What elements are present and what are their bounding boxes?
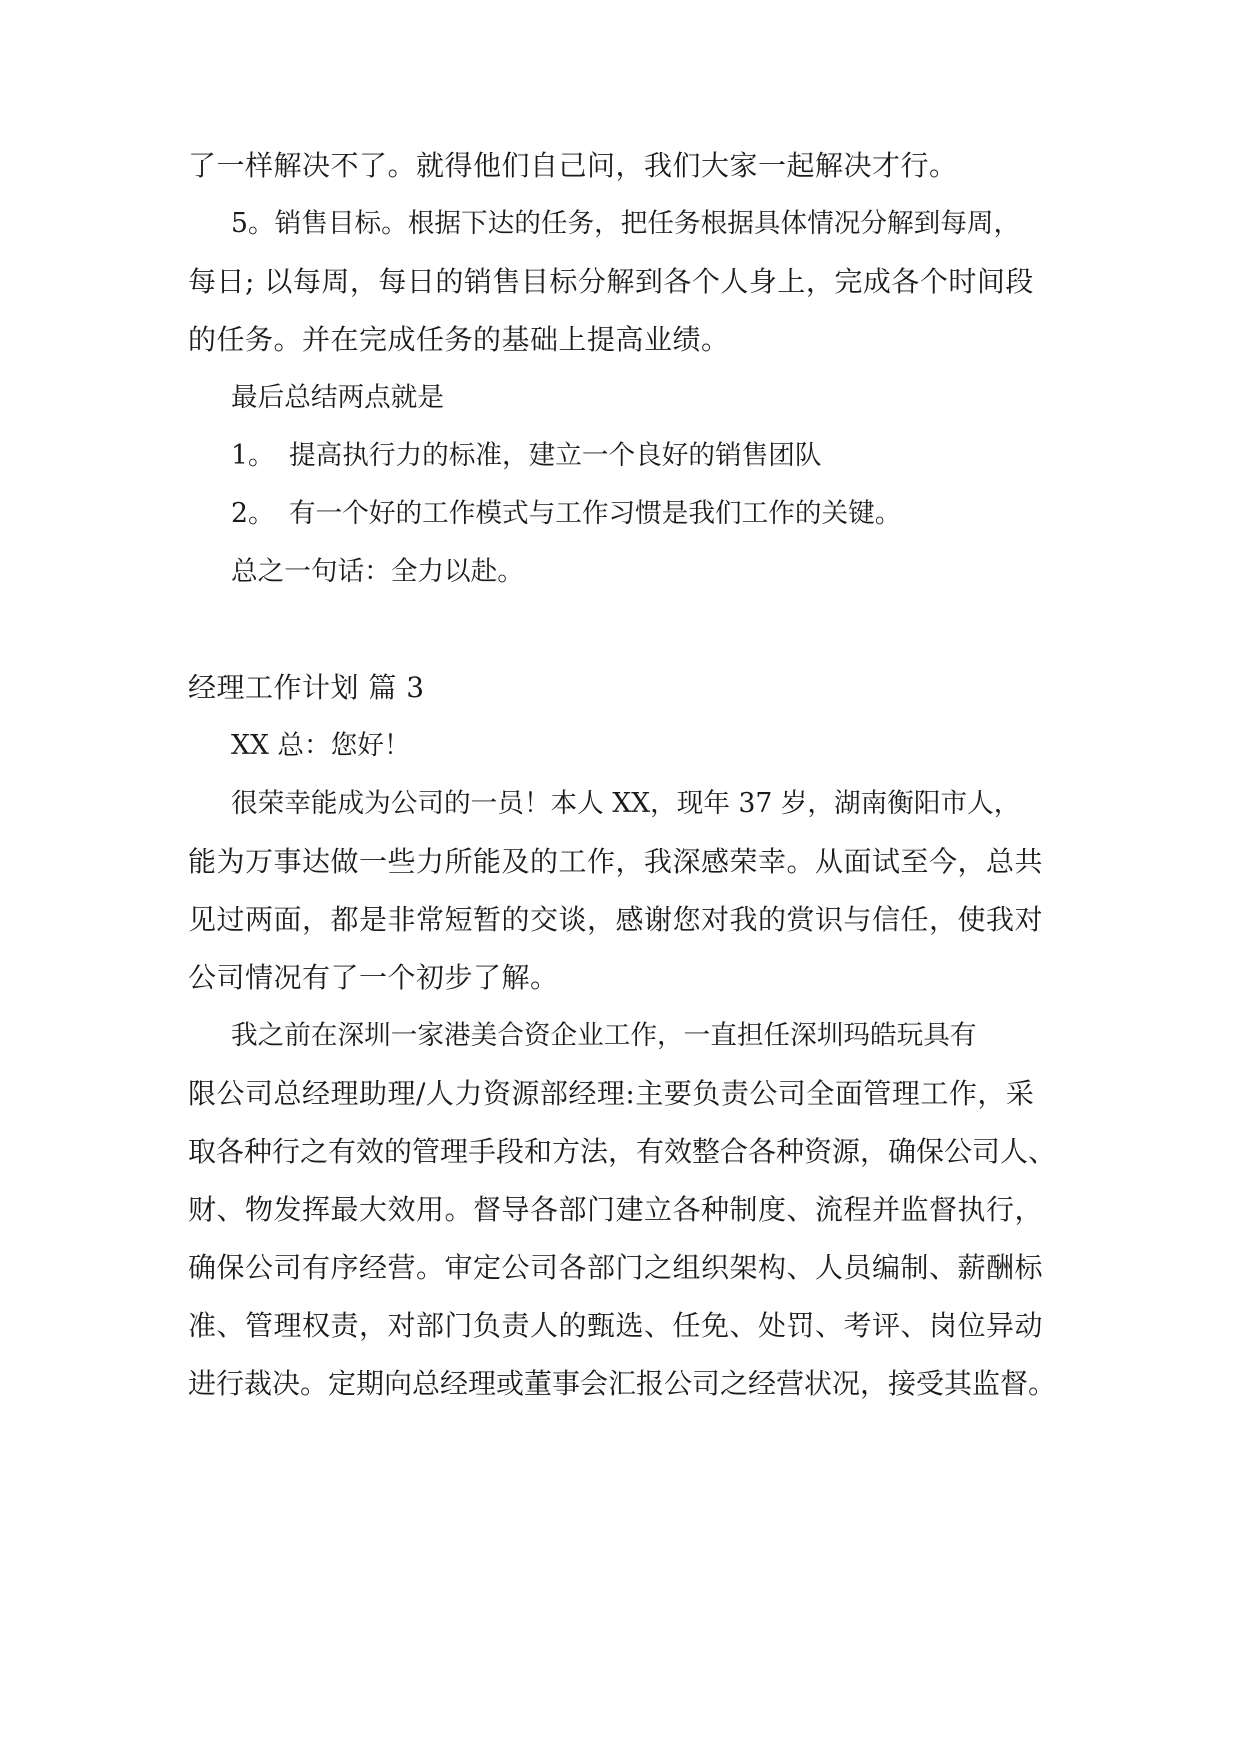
text-line: 每日; 以每周，每日的销售目标分解到各个人身上，完成各个时间段 xyxy=(188,265,1034,298)
text-line: 限公司总经理助理/人力资源部经理:主要负责公司全面管理工作，采 xyxy=(188,1077,1035,1110)
text-line: 公司情况有了一个初步了解。 xyxy=(188,961,559,994)
text-line: 进行裁决。定期向总经理或董事会汇报公司之经营状况，接受其监督。 xyxy=(188,1367,1057,1400)
text-line: 准、管理权责，对部门负责人的甄选、任免、处罚、考评、岗位异动 xyxy=(188,1309,1044,1342)
text-line: 确保公司有序经营。审定公司各部门之组织架构、人员编制、薪酬标 xyxy=(188,1251,1044,1284)
text-line: 财、物发挥最大效用。督导各部门建立各种制度、流程并监督执行， xyxy=(188,1193,1044,1226)
summary-item-number: 2。 xyxy=(231,498,275,529)
summary-item-number: 1。 xyxy=(231,440,275,471)
text-line: 很荣幸能成为公司的一员！本人 XX，现年 37 岁，湖南衡阳市人， xyxy=(231,788,1021,819)
summary-item xyxy=(231,494,1111,534)
summary-item xyxy=(231,436,1111,476)
text-line: 最后总结两点就是 xyxy=(231,382,444,413)
summary-item-text: 提高执行力的标准，建立一个良好的销售团队 xyxy=(289,440,822,471)
summary-item-text: 有一个好的工作模式与工作习惯是我们工作的关键。 xyxy=(289,498,902,529)
section-title: 经理工作计划 篇 3 xyxy=(188,671,425,704)
conclusion: 总之一句话：全力以赴。 xyxy=(231,556,524,587)
text-line: 我之前在深圳一家港美合资企业工作，一直担任深圳玛皓玩具有 xyxy=(231,1020,977,1051)
text-line: 能为万事达做一些力所能及的工作，我深感荣幸。从面试至今，总共 xyxy=(188,845,1044,878)
text-line: 5。销售目标。根据下达的任务，把任务根据具体情况分解到每周， xyxy=(231,208,1021,239)
text-line: 取各种行之有效的管理手段和方法，有效整合各种资源，确保公司人、 xyxy=(188,1135,1057,1168)
text-line: 了一样解决不了。就得他们自己问，我们大家一起解决才行。 xyxy=(188,149,958,182)
text-line: 的任务。并在完成任务的基础上提高业绩。 xyxy=(188,323,730,356)
greeting: XX 总：您好！ xyxy=(231,730,411,761)
text-line: 见过两面，都是非常短暂的交谈，感谢您对我的赏识与信任，使我对 xyxy=(188,903,1044,936)
